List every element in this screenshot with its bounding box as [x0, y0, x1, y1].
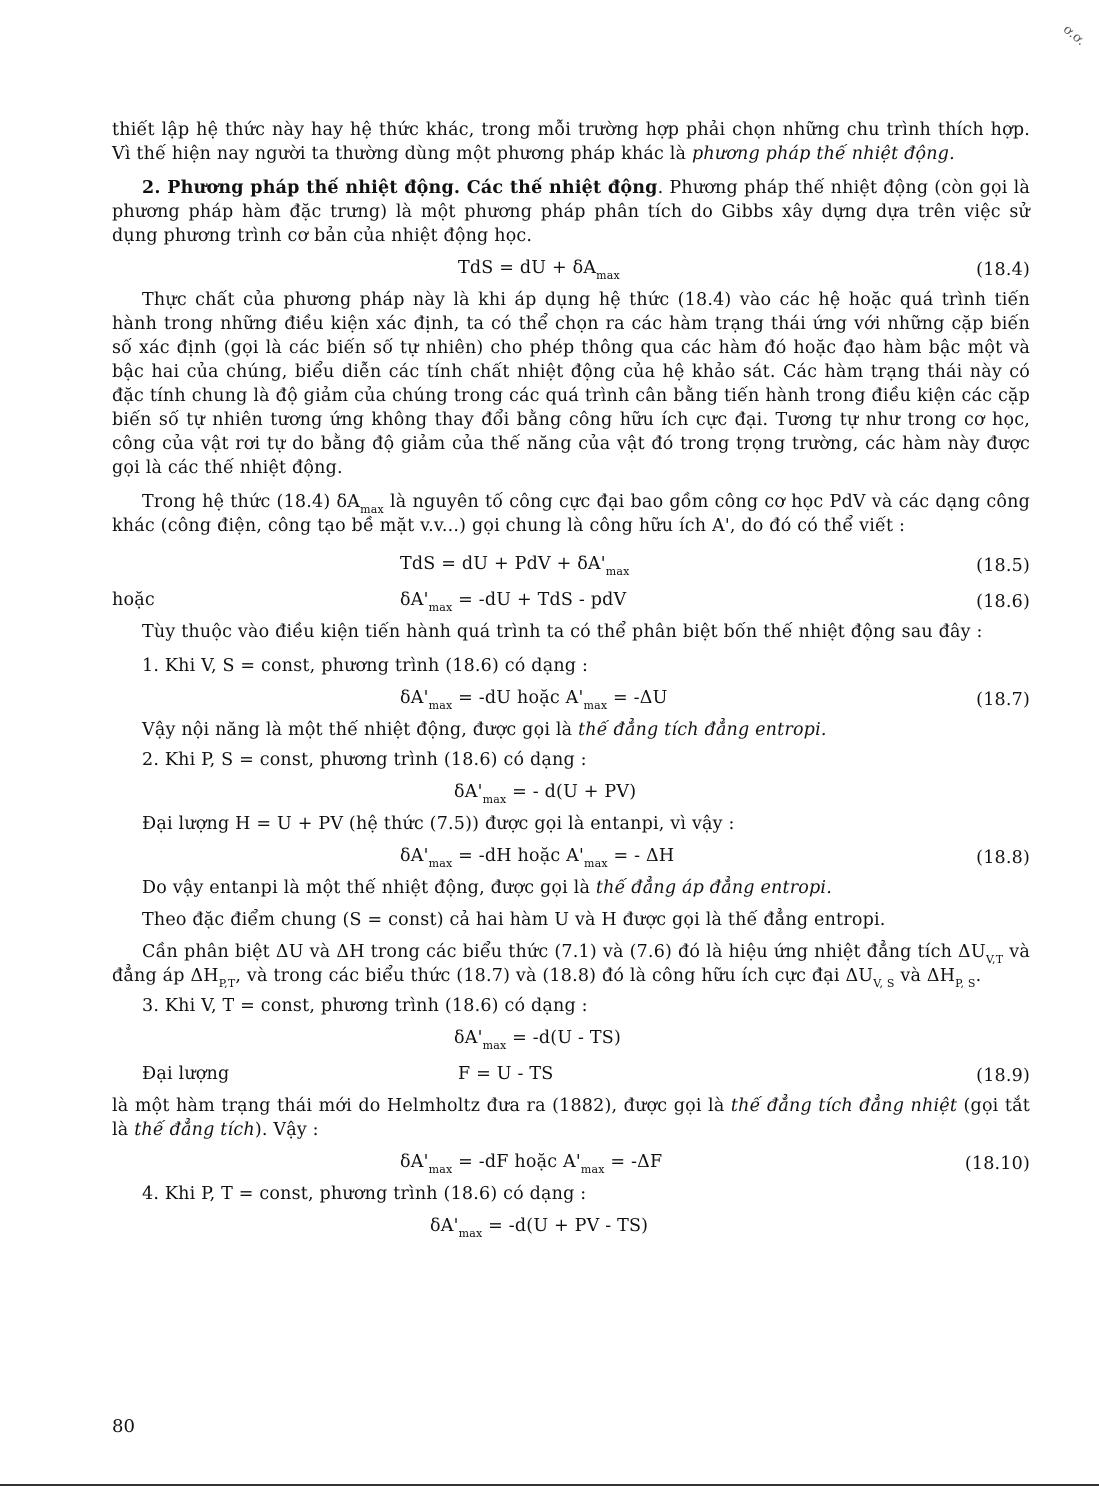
- case-3-description: là một hàm trạng thái mới do Helmholtz đưa ra (1882), được gọi là thế đẳng tích đẳng nhiệt (gọi tắt là thế đẳng tích). Vậy :: [112, 1096, 1030, 1140]
- equation-18-6: hoặc $\delta A'_{max} = -dU$ + TdS - pdV (18.6): [112, 590, 1030, 614]
- equation-18-8: $\delta A'_{max} = -dH$ hoặc $A'_{max}$ = - ΔH (18.8): [400, 846, 1030, 870]
- case-2-conclusion: Do vậy entanpi là một thế nhiệt động, được gọi là thế đẳng áp đẳng entropi.: [142, 878, 832, 898]
- bottom-rule: [0, 1484, 1099, 1486]
- case-1-text: 1. Khi V, S = const, phương trình (18.6) có dạng :: [142, 656, 589, 676]
- equation-case-3a: $\delta A'_{max} = -d(U - TS)$: [454, 1028, 621, 1052]
- case-4-text: 4. Khi P, T = const, phương trình (18.6) có dạng :: [142, 1184, 587, 1204]
- equation-case-2a: $\delta A'_{max}$ = - d(U + PV): [454, 782, 637, 806]
- intro-emphasis: phương pháp thế nhiệt động.: [691, 144, 955, 164]
- equation-number: (18.7): [976, 690, 1030, 710]
- intro-paragraph: thiết lập hệ thức này hay hệ thức khác, trong mỗi trường hợp phải chọn những chu trình thích hợp. Vì thế hiện nay người ta thường dùng một phương pháp khác là phương pháp thế nhiệt động.: [112, 120, 1030, 164]
- case-3-text: 3. Khi V, T = const, phương trình (18.6) có dạng :: [142, 996, 588, 1016]
- case-2-quantity: Đại lượng H = U + PV (hệ thức (7.5)) được gọi là entanpi, vì vậy :: [142, 814, 735, 834]
- corner-mark: ơ.ơ.: [1059, 22, 1088, 49]
- equation-18-10: $\delta A'_{max} = -dF$ hoặc $A'_{max} = -\Delta F$ (18.10): [400, 1152, 1030, 1176]
- equation-number: (18.6): [976, 592, 1030, 612]
- equation-number: (18.10): [964, 1154, 1030, 1174]
- relation-paragraph: Trong hệ thức (18.4) $\delta A_{max}$ là nguyên tố công cực đại bao gồm công cơ học PdV và các dạng công khác (công điện, công tạo bề mặt v.v...) gọi chung là công hữu ích A', do đó có thể viết :: [112, 492, 1030, 536]
- section-2-heading: 2. Phương pháp thế nhiệt động. Các thế nhiệt động: [142, 178, 658, 198]
- equation-18-9: Đại lượng F = U - TS (18.9): [142, 1064, 1030, 1086]
- case-2-text: 2. Khi P, S = const, phương trình (18.6) có dạng :: [142, 750, 587, 770]
- equation-18-7: $\delta A'_{max} = -dU$ hoặc $A'_{max} = -\Delta U$ (18.7): [400, 688, 1030, 712]
- equation-18-4: TdS = dU + $\delta A_{max}$ (18.4): [458, 258, 1030, 282]
- depending-paragraph: Tùy thuộc vào điều kiện tiến hành quá trình ta có thể phân biệt bốn thế nhiệt động sau đây :: [142, 622, 983, 642]
- equation-number: (18.9): [976, 1066, 1030, 1086]
- common-paragraph: Theo đặc điểm chung (S = const) cả hai hàm U và H được gọi là thế đẳng entropi.: [142, 910, 886, 930]
- equation-case-4a: $\delta A'_{max} = -d(U$ + PV - TS): [430, 1216, 649, 1240]
- section-2-paragraph: 2. Phương pháp thế nhiệt động. Các thế nhiệt động. Phương pháp thế nhiệt động (còn gọi là phương pháp hàm đặc trưng) là một phương pháp phân tích do Gibbs xây dựng dựa trên việc sử dụng phương trình cơ bản của nhiệt động học.: [112, 178, 1031, 246]
- page-number: 80: [112, 1416, 135, 1437]
- equation-number: (18.4): [976, 260, 1030, 280]
- equation-18-5: TdS = dU + PdV + $\delta A'_{max}$ (18.5): [400, 554, 1030, 578]
- essence-paragraph: Thực chất của phương pháp này là khi áp dụng hệ thức (18.4) vào các hệ hoặc quá trình tiến hành trong những điều kiện xác định, ta có thể chọn ra các hàm trạng thái ứng với những cặp biến số xác định (gọi là các biến số tự nhiên) cho phép thông qua các hàm đó hoặc đạo hàm bậc một và bậc hai của chúng, biểu diễn các tính chất nhiệt động của hệ khảo sát. Các hàm trạng thái này có đặc tính chung là độ giảm của chúng trong các quá trình cân bằng tiến hành trong điều kiện các cặp biến số tự nhiên tương ứng không thay đổi bằng công hữu ích cực đại. Tương tự như trong cơ học, công của vật rơi tự do bằng độ giảm của thế năng của vật đó trong trọng trường, các hàm này được gọi là các thế nhiệt động.: [112, 290, 1030, 478]
- equation-number: (18.5): [976, 556, 1030, 576]
- distinguish-paragraph: Cần phân biệt ΔU và ΔH trong các biểu thức (7.1) và (7.6) đó là hiệu ứng nhiệt đẳng tích $\Delta U_{V,T}$ và đẳng áp $\Delta H_{P,T}$, và trong các biểu thức (18.7) và (18.8) đó là công hữu ích cực đại $\Delta U_{V, S}$ và $\Delta H_{P, S}$.: [112, 942, 1030, 990]
- case-1-conclusion: Vậy nội năng là một thế nhiệt động, được gọi là thế đẳng tích đẳng entropi.: [142, 720, 827, 740]
- page-body: [112, 118, 1030, 1246]
- equation-number: (18.8): [976, 848, 1030, 868]
